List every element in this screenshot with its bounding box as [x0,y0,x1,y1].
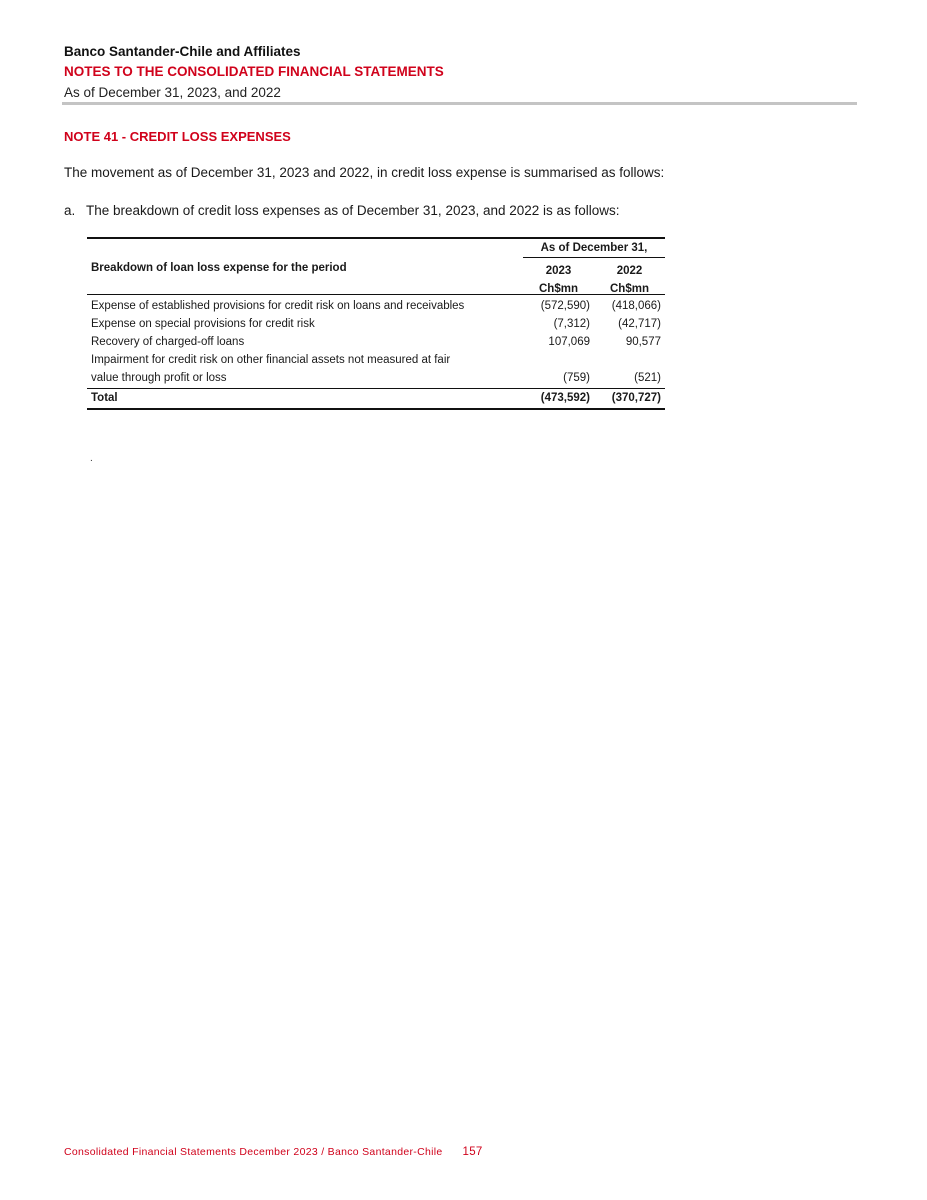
total-label: Total [91,392,118,404]
value-2023: (572,590) [540,300,590,312]
value-2022: (42,717) [618,318,661,330]
total-row [87,389,665,408]
value-2022: (418,066) [611,300,661,312]
column-2023-unit: Ch$mn [539,283,578,295]
value-2023: (7,312) [553,318,590,330]
table-row [87,333,665,351]
value-2023: 107,069 [548,336,590,348]
stray-mark: . [90,453,93,464]
company-name: Banco Santander-Chile and Affiliates [64,44,301,59]
column-2023-year: 2023 [545,265,572,277]
page-header [64,43,857,103]
column-2022-header [594,262,665,298]
table-row [87,351,665,387]
value-2023: (759) [563,372,590,384]
note-heading: NOTE 41 - CREDIT LOSS EXPENSES [64,129,291,144]
table-bottom-rule [87,408,665,410]
row-label-line: value through profit or loss [91,372,227,384]
list-item-text: The breakdown of credit loss expenses as of December 31, 2023, and 2022 is as follows: [86,203,620,218]
value-2022: (521) [634,372,661,384]
value-2022: 90,577 [625,336,661,348]
total-2022: (370,727) [611,392,661,404]
row-label: Recovery of charged-off loans [91,336,245,348]
table-row [87,315,665,333]
table-row [87,297,665,315]
column-2022-year: 2022 [616,265,643,277]
total-2023: (473,592) [540,392,590,404]
row-label-line: Impairment for credit risk on other financial assets not measured at fair [91,354,451,366]
table-body [87,295,665,388]
reporting-period: As of December 31, 2023, and 2022 [64,85,281,100]
footer-text: Consolidated Financial Statements December 2023 / Banco Santander-Chile [64,1146,443,1158]
intro-paragraph: The movement as of December 31, 2023 and 2022, in credit loss expense is summarised as follows: [64,165,665,180]
credit-loss-table [87,237,665,410]
page-footer [64,1146,483,1158]
description-column-header: Breakdown of loan loss expense for the period [91,262,347,274]
period-header-rule [523,257,665,258]
table-header [87,239,665,294]
row-label: Expense on special provisions for credit risk [91,318,315,330]
row-label: Expense of established provisions for credit risk on loans and receivables [91,300,465,312]
page-number: 157 [462,1146,483,1158]
header-divider [62,102,857,105]
period-column-header: As of December 31, [540,242,648,254]
list-marker: a. [64,203,76,218]
notes-title: NOTES TO THE CONSOLIDATED FINANCIAL STATEMENTS [64,64,444,79]
column-2022-unit: Ch$mn [610,283,649,295]
column-2023-header [523,262,594,298]
list-item-a [64,203,620,218]
row-label [87,351,523,387]
